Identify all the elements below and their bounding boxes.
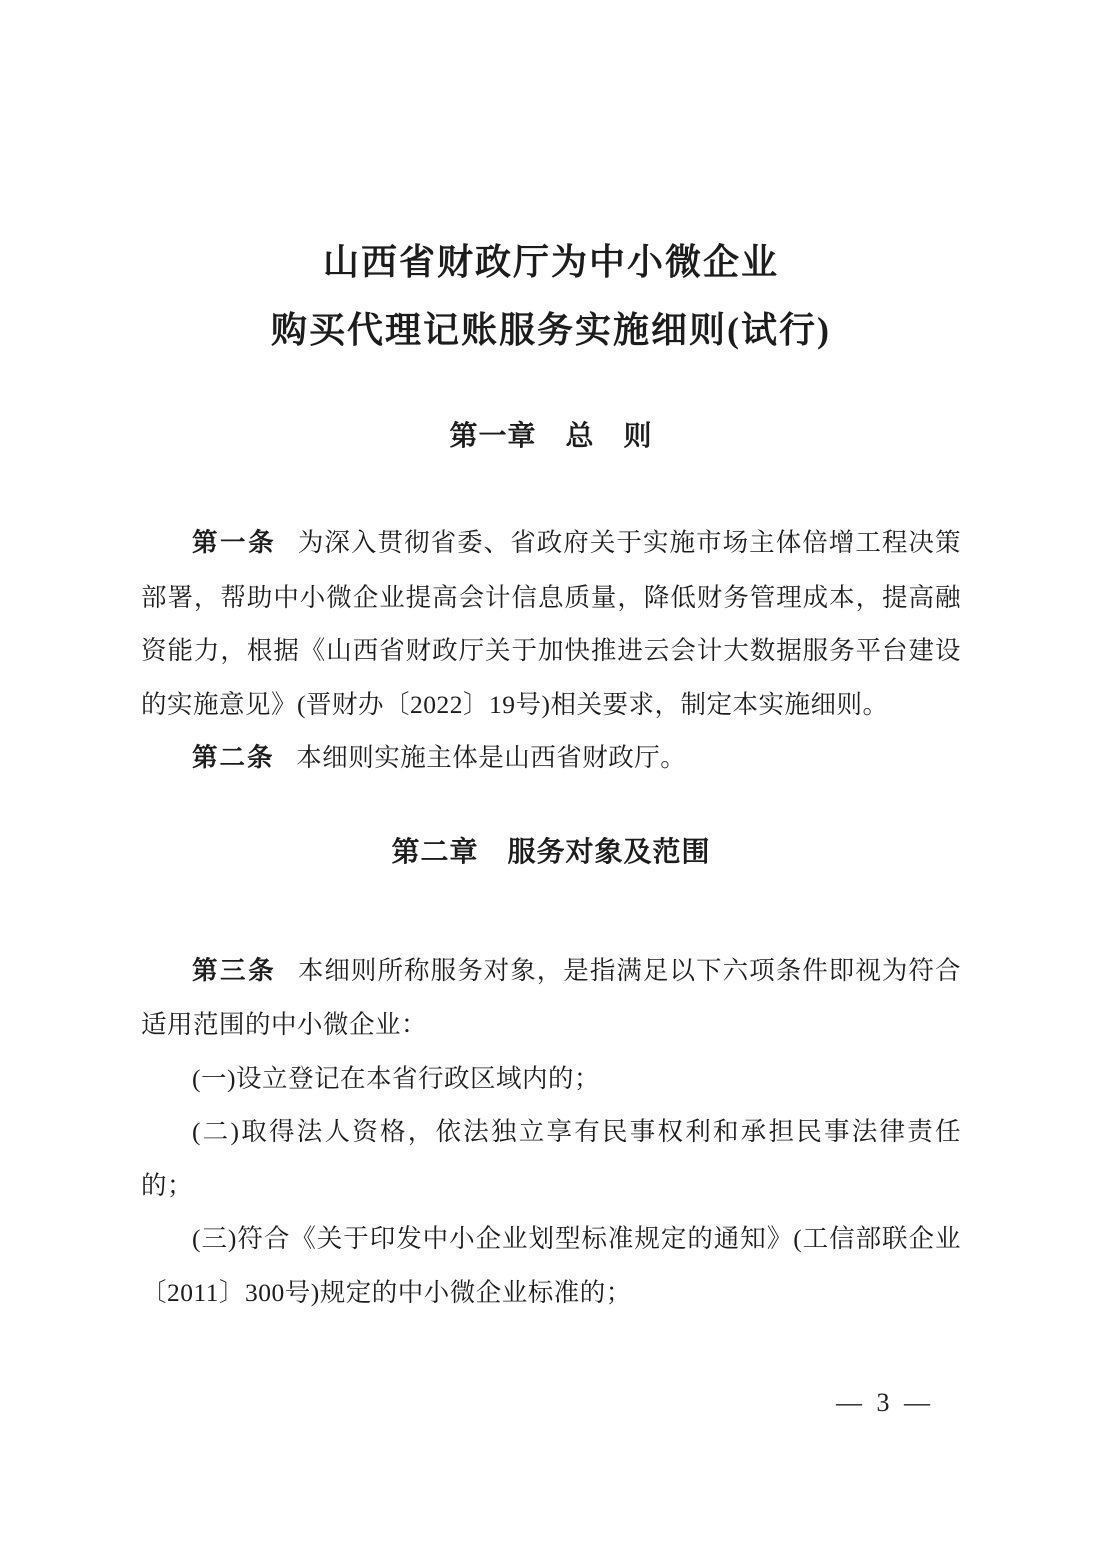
condition-item-3: (三)符合《关于印发中小企业划型标准规定的通知》(工信部联企业〔2011〕300号)规定的中小微企业标准的； [141, 1224, 961, 1307]
article-1 [141, 516, 961, 731]
article-3-text: 本细则所称服务对象，是指满足以下六项条件即视为符合适用范围的中小微企业： [141, 955, 961, 1039]
page-number: — 3 — [836, 1388, 934, 1417]
chapter-2-body [141, 944, 961, 1320]
article-1-label: 第一条 [192, 529, 277, 557]
document-title-line1: 山西省财政厅为中小微企业 [322, 242, 779, 282]
article-2 [141, 731, 961, 786]
article-3-label: 第三条 [192, 956, 277, 985]
article-1-text: 为深入贯彻省委、省政府关于实施市场主体倍增工程决策部署，帮助中小微企业提高会计信息质量，降低财务管理成本，提高融资能力，根据《山西省财政厅关于加快推进云会计大数据服务平台建设的实施意见》(晋财办〔2022〕19号)相关要求，制定本实施细则。 [141, 528, 961, 719]
article-2-text: 本细则实施主体是山西省财政厅。 [296, 743, 687, 772]
chapter-2-heading: 第二章 服务对象及范围 [391, 835, 711, 867]
document-content [141, 0, 961, 1319]
condition-item-2: (二)取得法人资格，依法独立享有民事权利和承担民事法律责任的； [141, 1117, 961, 1200]
chapter-1-heading: 第一章 总 则 [449, 420, 653, 451]
document-title-line2: 购买代理记账服务实施细则(试行) [271, 310, 831, 350]
article-3 [141, 944, 961, 1052]
article-2-label: 第二条 [192, 744, 275, 772]
chapter-1-body [141, 516, 961, 786]
condition-item-1: (一)设立登记在本省行政区域内的； [192, 1063, 600, 1093]
document-title [141, 0, 961, 364]
